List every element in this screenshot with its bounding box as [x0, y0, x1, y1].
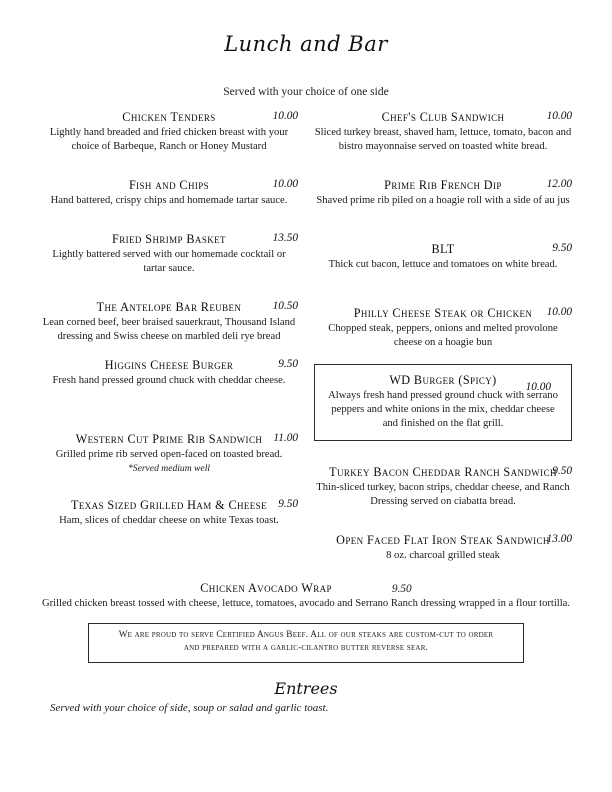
item-price: 9.50	[552, 241, 572, 254]
menu-item	[314, 178, 572, 208]
item-name: Prime Rib French Dip	[384, 177, 502, 192]
menu-item	[314, 306, 572, 350]
item-name: Fried Shrimp Basket	[112, 231, 226, 246]
item-price: 10.00	[546, 305, 572, 318]
item-price: 10.00	[546, 110, 572, 122]
menu-item-featured	[40, 581, 572, 611]
item-name: BLT	[431, 241, 455, 256]
beef-notice	[88, 623, 524, 663]
item-name: Texas Sized Grilled Ham & Cheese	[71, 497, 267, 512]
item-price: 10.00	[525, 380, 551, 393]
spacer	[40, 488, 298, 498]
menu-item	[314, 465, 572, 509]
item-description: Thin-sliced turkey, bacon strips, cheddar cheese, and Ranch Dressing served on ciabatta bread.	[316, 481, 570, 507]
item-name: Higgins Cheese Burger	[104, 357, 234, 372]
item-note: *Served medium well	[127, 462, 211, 474]
page-subtitle: Served with your choice of one side	[223, 86, 389, 98]
item-price: 9.50	[391, 582, 412, 595]
item-price: 9.50	[278, 497, 298, 510]
item-name: Turkey Bacon Cheddar Ranch Sandwich	[329, 464, 557, 479]
menu-grid	[40, 110, 572, 577]
item-price: 9.50	[552, 464, 572, 477]
item-price: 13.50	[272, 231, 298, 244]
item-description: Always fresh hand pressed ground chuck with serrano peppers and white onions in the mix, cheddar cheese and finished on the flat grill.	[328, 389, 558, 429]
item-name: WD Burger (Spicy)	[389, 372, 497, 387]
spacer	[40, 290, 298, 300]
menu-item	[40, 178, 298, 208]
menu-item-highlighted	[314, 364, 572, 441]
item-price: 9.50	[278, 357, 298, 370]
item-name: Fish and Chips	[128, 177, 210, 192]
spacer	[314, 286, 572, 306]
menu-item	[40, 300, 298, 344]
menu-item	[40, 358, 298, 388]
item-name: Open Faced Flat Iron Steak Sandwich	[336, 532, 550, 547]
item-price: 13.00	[546, 532, 572, 545]
notice-line-1: We are proud to serve Certified Angus Beef. All of our steaks are custom-cut to order	[118, 629, 494, 640]
menu-item	[314, 110, 572, 154]
notice-line-2: and prepared with a garlic-cilantro butter reverse sear.	[183, 643, 429, 654]
item-description: Ham, slices of cheddar cheese on white Texas toast.	[59, 514, 279, 526]
item-price: 10.00	[272, 177, 298, 190]
item-name: The Antelope Bar Reuben	[96, 299, 242, 314]
spacer	[314, 455, 572, 465]
item-name: Philly Cheese Steak or Chicken	[353, 305, 533, 320]
menu-item	[314, 242, 572, 272]
item-description: Grilled chicken breast tossed with cheese, lettuce, tomatoes, avocado and Serrano Ranch dressing wrapped in a flour tortilla.	[41, 597, 571, 609]
entrees-subtitle: Served with your choice of side, soup or salad and garlic toast.	[50, 701, 329, 714]
menu-column-right	[306, 110, 572, 577]
menu-item	[40, 498, 298, 528]
page-title: Lunch and Bar	[224, 32, 388, 56]
item-description: Grilled prime rib served open-faced on toasted bread.	[55, 448, 283, 460]
item-description: Lean corned beef, beer braised sauerkraut, Thousand Island dressing and Swiss cheese on marbled deli rye bread	[42, 316, 296, 342]
spacer	[40, 402, 298, 432]
item-name: Chef's Club Sandwich	[381, 110, 505, 124]
item-description: Lightly hand breaded and fried chicken breast with your choice of Barbeque, Ranch or Honey Mustard	[49, 127, 289, 152]
menu-column-left	[40, 110, 306, 577]
spacer	[40, 222, 298, 232]
item-price: 12.00	[546, 177, 572, 190]
item-price: 10.00	[272, 110, 298, 122]
menu-item	[40, 432, 298, 474]
item-description: Chopped steak, peppers, onions and melted provolone cheese on a hoagie bun	[328, 323, 558, 348]
item-price: 11.00	[273, 431, 298, 444]
menu-item	[40, 232, 298, 276]
item-description: 8 oz. charcoal grilled steak	[386, 549, 500, 561]
spacer	[314, 523, 572, 533]
item-description: Fresh hand pressed ground chuck with cheddar cheese.	[52, 374, 286, 386]
item-price: 10.50	[272, 299, 298, 312]
item-description: Hand battered, crispy chips and homemade tartar sauce.	[50, 195, 288, 206]
item-description: Shaved prime rib piled on a hoagie roll with a side of au jus	[316, 195, 570, 206]
item-description: Sliced turkey breast, shaved ham, lettuce, tomato, bacon and bistro mayonnaise served on toasted white bread.	[314, 127, 572, 152]
item-name: Chicken Tenders	[122, 110, 216, 124]
menu-item	[40, 110, 298, 154]
spacer	[40, 168, 298, 178]
item-description: Lightly battered served with our homemade cocktail or tartar sauce.	[52, 249, 286, 274]
item-description: Thick cut bacon, lettuce and tomatoes on white bread.	[328, 259, 558, 270]
entrees-title: Entrees	[274, 678, 338, 698]
item-name: Western Cut Prime Rib Sandwich	[75, 431, 263, 446]
spacer	[314, 168, 572, 178]
menu-item	[314, 533, 572, 563]
spacer	[314, 222, 572, 242]
item-name: Chicken Avocado Wrap	[200, 580, 332, 595]
